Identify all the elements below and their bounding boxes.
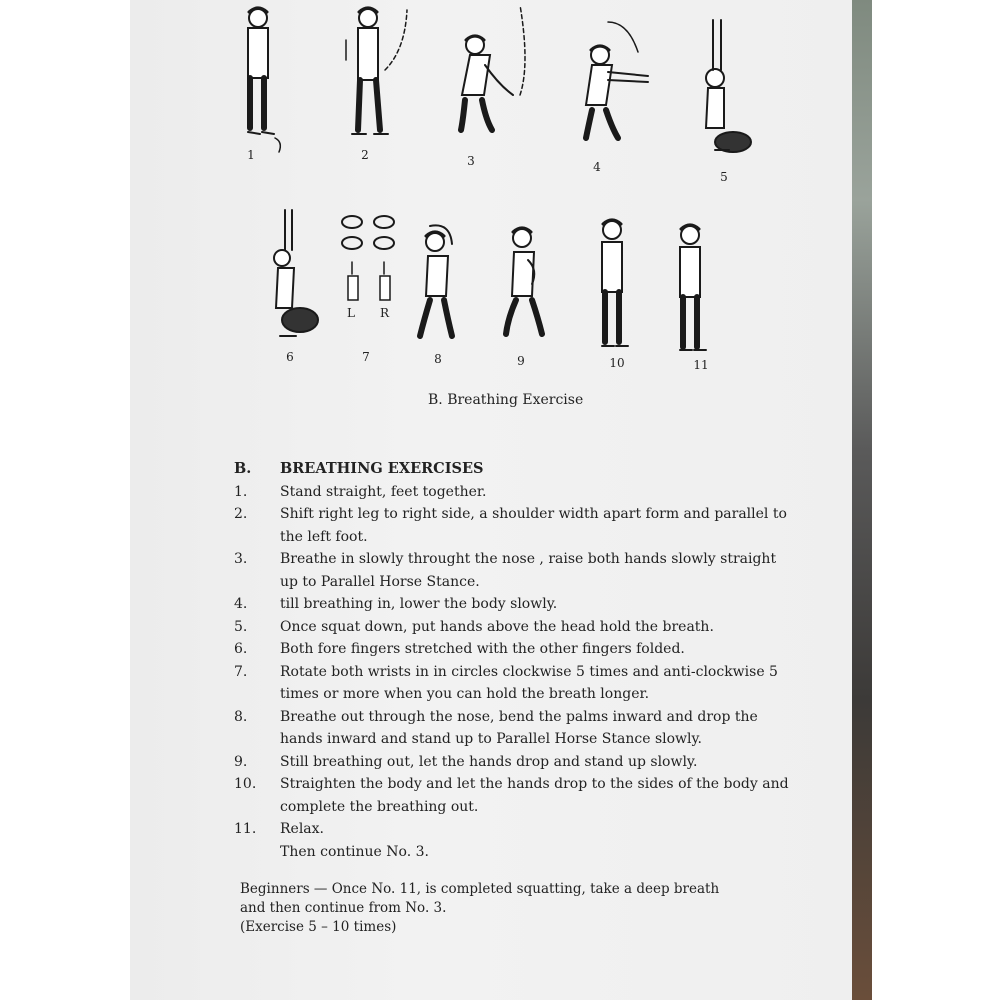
step-text: Both fore fingers stretched with the other fingers folded. bbox=[280, 641, 685, 657]
beginners-line: (Exercise 5 – 10 times) bbox=[240, 919, 397, 935]
step-text: Straighten the body and let the hands drop to the sides of the body and complete the breathing out. bbox=[280, 776, 789, 815]
step-number: 10. bbox=[234, 776, 257, 792]
list-item bbox=[234, 548, 794, 593]
step-text: Breathe in slowly throught the nose , raise both hands slowly straight up to Parallel Horse Stance. bbox=[280, 551, 777, 590]
step-number: 5. bbox=[234, 618, 248, 635]
book-page bbox=[130, 0, 852, 1000]
figure-number: 1 bbox=[247, 148, 255, 162]
figure-number: 6 bbox=[286, 350, 294, 364]
list-item bbox=[234, 706, 794, 751]
figure-number: 11 bbox=[693, 358, 709, 372]
step-number: 6. bbox=[234, 641, 248, 657]
figure-number: 9 bbox=[517, 354, 525, 368]
step-number: 8. bbox=[234, 708, 248, 725]
figure-number: 7 bbox=[362, 350, 370, 364]
exercise-illustration bbox=[130, 0, 852, 380]
breathing-exercises-section bbox=[234, 458, 794, 863]
list-item bbox=[234, 661, 794, 706]
figure-4-squat-arms-forward bbox=[586, 22, 648, 138]
figure-11-relax bbox=[680, 225, 706, 350]
step-text: Once squat down, put hands above the head hold the breath. bbox=[280, 618, 714, 635]
figure-number: 5 bbox=[720, 170, 728, 184]
beginners-line: and then continue from No. 3. bbox=[240, 900, 447, 916]
list-item bbox=[234, 751, 794, 774]
figure-number: 2 bbox=[361, 148, 369, 162]
step-text: till breathing in, lower the body slowly. bbox=[280, 596, 558, 612]
section-title: BREATHING EXERCISES bbox=[280, 460, 484, 477]
list-item bbox=[234, 616, 794, 639]
figure-3-squat bbox=[461, 5, 525, 130]
figure-caption: B. Breathing Exercise bbox=[428, 392, 584, 408]
continuation-note: Then continue No. 3. bbox=[280, 843, 429, 860]
section-label: B. bbox=[234, 460, 252, 477]
step-number: 2. bbox=[234, 506, 248, 522]
figure-number: 3 bbox=[467, 154, 475, 168]
figure-8-breathe-out bbox=[420, 225, 452, 336]
list-item bbox=[234, 638, 794, 661]
step-number: 4. bbox=[234, 596, 248, 612]
step-number: 3. bbox=[234, 551, 248, 567]
list-item bbox=[234, 593, 794, 616]
step-text: Rotate both wrists in in circles clockwise 5 times and anti-clockwise 5 times or more when you can hold the breath longer. bbox=[280, 663, 778, 702]
list-item bbox=[234, 481, 794, 504]
beginners-note bbox=[240, 880, 760, 937]
figure-number: 4 bbox=[593, 160, 601, 174]
figure-number: 8 bbox=[434, 352, 442, 366]
step-text: Relax. bbox=[280, 821, 324, 837]
figure-6-fingers-up bbox=[274, 210, 318, 336]
section-heading bbox=[234, 458, 794, 481]
step-text: Breathe out through the nose, bend the palms inward and drop the hands inward and stand up to Parallel Horse Stance slowly. bbox=[280, 708, 758, 747]
figure-2-stance bbox=[346, 8, 407, 134]
list-item bbox=[234, 773, 794, 818]
hand-label-left: L bbox=[347, 306, 355, 320]
step-number: 11. bbox=[234, 821, 257, 837]
step-number: 7. bbox=[234, 663, 248, 680]
beginners-line: Beginners — Once No. 11, is completed squatting, take a deep breath bbox=[240, 881, 720, 897]
figure-number: 10 bbox=[609, 356, 625, 370]
hand-label-right: R bbox=[380, 306, 390, 320]
step-number: 9. bbox=[234, 753, 248, 770]
figure-10-straighten bbox=[602, 220, 628, 346]
step-text: Still breathing out, let the hands drop and stand up slowly. bbox=[280, 753, 698, 770]
list-item bbox=[234, 818, 794, 841]
step-number: 1. bbox=[234, 483, 248, 500]
figure-5-arms-up bbox=[706, 20, 751, 152]
list-item bbox=[234, 503, 794, 548]
figure-1-standing bbox=[248, 8, 280, 152]
step-text: Stand straight, feet together. bbox=[280, 483, 487, 500]
figure-9-hands-drop bbox=[506, 228, 542, 334]
step-text: Shift right leg to right side, a shoulder width apart form and parallel to the left foot. bbox=[280, 506, 787, 545]
figure-7-wrist-rotation bbox=[342, 216, 394, 300]
background-edge bbox=[852, 0, 872, 1000]
